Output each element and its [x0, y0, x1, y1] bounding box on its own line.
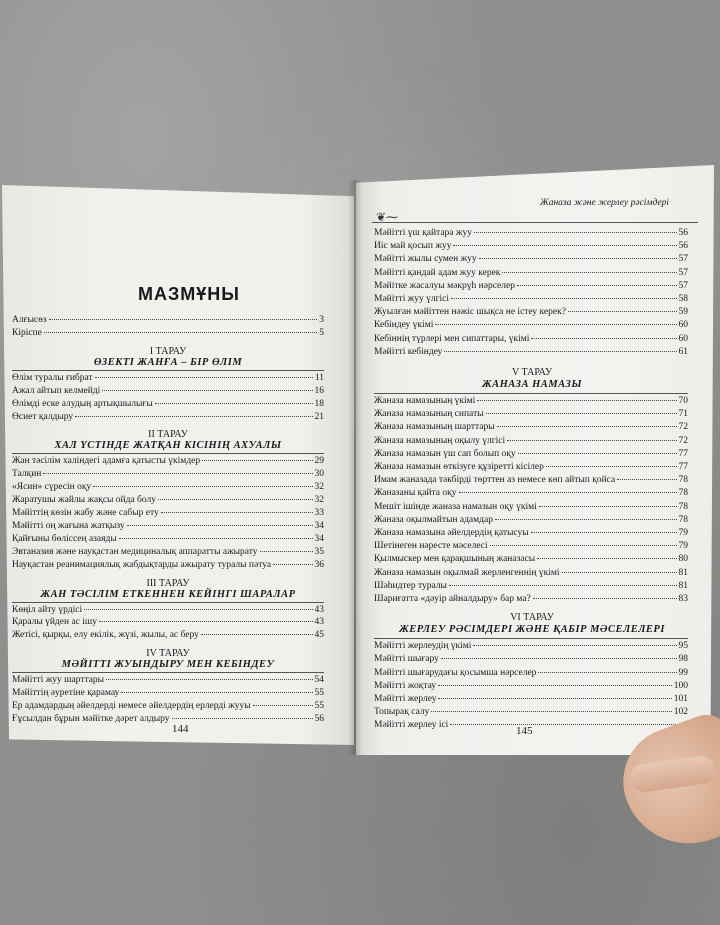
toc-entry-title: Мәйітті үш қайтара жуу [374, 228, 472, 238]
toc-entry [374, 293, 688, 305]
toc-entry-page: 71 [678, 409, 688, 420]
toc-entry [12, 687, 324, 699]
dot-leader [444, 351, 676, 352]
book-gutter [348, 180, 362, 755]
dot-leader [441, 658, 677, 659]
toc-entry [374, 346, 688, 358]
toc-entry-page: 79 [678, 528, 688, 538]
toc-entry-page: 32 [314, 495, 324, 506]
dot-leader [459, 492, 677, 493]
dot-leader [253, 705, 313, 706]
dot-leader [617, 479, 676, 480]
toc-entry-page: 78 [678, 514, 688, 525]
toc-entry-title: Жаназа намазын өткізуге құзіретті кісілер [374, 462, 544, 472]
toc-entry-title: Мәйіттің әуретіне қарамау [12, 688, 120, 699]
toc-entry [374, 319, 688, 331]
toc-entry [374, 333, 688, 345]
dot-leader [99, 621, 313, 622]
toc-entry [374, 593, 688, 605]
dot-leader [438, 685, 672, 686]
toc-entry [374, 253, 688, 265]
toc-entry-title: Жаназа намазын үш сап болып оқу [374, 448, 516, 459]
chapter-title: МӘЙІТТІ ЖУЫНДЫРУ МЕН КЕБІНДЕУ [61, 659, 275, 671]
toc-entry-title: Ғұсылдан бұрын мәйітке дәрет алдыру [12, 713, 170, 724]
toc-entry-page: 60 [678, 320, 688, 331]
toc-entry-title: Эвтаназия және науқастан медициналық аппаратты ажырату [12, 546, 258, 557]
toc-entry-title: Өсиет қалдыру [12, 411, 74, 422]
dot-leader [84, 609, 312, 610]
toc-entry [374, 640, 688, 652]
toc-entry-title: Талқин [12, 469, 42, 480]
toc-entry-title: Жаназа намазына әйелдердің қатысуы [374, 528, 529, 538]
toc-entry-title: Мәйітті қандай адам жуу керек [374, 267, 501, 278]
toc-entry-title: Жаназа намазының сипаты [374, 409, 484, 420]
chapter-label: IV ТАРАУ [146, 648, 190, 660]
toc-entry-title: Мәйітті жерлеу [374, 694, 437, 704]
chapter-label: III ТАРАУ [146, 577, 190, 589]
toc-entry-page: 30 [314, 469, 324, 480]
dot-leader [473, 645, 676, 646]
dot-leader [531, 532, 677, 533]
toc-entry-page: 100 [673, 680, 688, 691]
toc-entry [374, 667, 688, 679]
toc-entry-page: 95 [678, 641, 688, 652]
toc-entry-title: Кебіндеу үкімі [374, 320, 434, 331]
toc-entry-page: 79 [678, 541, 688, 552]
dot-leader [539, 506, 677, 507]
toc-entry-title: Жаназа намазының үкімі [374, 396, 476, 406]
dot-leader [533, 598, 677, 599]
toc-entry-title: Мәйітті шығару [374, 654, 439, 665]
toc-entry-page: 83 [678, 594, 688, 604]
chapter-label: V ТАРАУ [511, 367, 553, 378]
toc-entry-page: 34 [314, 533, 324, 544]
dot-leader [155, 403, 313, 404]
dot-leader [497, 426, 677, 427]
toc-entry [12, 520, 324, 532]
toc-entry-title: Мәйітті оң жағына жатқызу [12, 520, 125, 531]
dot-leader [172, 718, 313, 719]
toc-entry-page: 99 [678, 667, 688, 678]
toc-entry-title: Қайғыны бөліссең азаяды [12, 533, 117, 544]
dot-leader [531, 338, 676, 339]
toc-entry-title: «Ясин» сүресін оқу [12, 482, 92, 493]
toc-entry [12, 629, 324, 641]
section-rule [12, 672, 324, 673]
toc-entry-title: Ажал айтып келмейді [12, 385, 101, 396]
toc-entry-title: Кебіннің түрлері мен сипаттары, үкімі [374, 333, 530, 344]
toc-entry [374, 501, 688, 513]
toc-entry-page: 78 [678, 501, 688, 512]
dot-leader [502, 272, 676, 273]
toc-entry-page: 57 [678, 267, 688, 278]
dot-leader [95, 377, 313, 378]
toc-entry-title: Қылмыскер мен қарақшының жаназасы [374, 554, 536, 565]
toc-entry [12, 314, 324, 326]
dot-leader [260, 551, 313, 552]
toc-entry-title: Мәйітті шығарудағы қосымша нәрселер [374, 667, 537, 678]
toc-entry [374, 580, 688, 592]
toc-entry [374, 693, 688, 705]
section-rule [374, 393, 688, 394]
toc-entry-page: 34 [314, 520, 324, 531]
toc-entry-page: 43 [314, 604, 324, 615]
dot-leader [106, 679, 312, 680]
toc-entry [374, 448, 688, 460]
toc-entry-title: Топырақ салу [374, 707, 430, 718]
toc-entry-title: Жаназа оқылмайтын адамдар [374, 514, 493, 525]
toc-entry [374, 527, 688, 539]
dot-leader [486, 413, 677, 414]
toc-entry-page: 56 [678, 241, 688, 252]
toc-entry-page: 98 [678, 654, 688, 665]
toc-entry-title: Шетінеген нәресте мәселесі [374, 541, 488, 552]
toc-entry [374, 567, 688, 579]
dot-leader [479, 258, 677, 259]
toc-entry [12, 411, 324, 423]
toc-entry-title: Жетісі, қырқы, елу екілік, жүзі, жылы, ас беру [12, 630, 199, 641]
toc-entry [12, 468, 324, 480]
toc-entry-page: 72 [678, 435, 688, 446]
section-rule [12, 370, 324, 371]
toc-entry-title: Жан тәсілім халіндегі адамға қатысты үкімдер [12, 456, 201, 467]
toc-entry-title: Кіріспе [12, 327, 42, 338]
dot-leader [431, 711, 671, 712]
toc-entry-page: 29 [314, 456, 324, 467]
toc-entry-title: Жаназа намазының шарттары [374, 422, 495, 433]
toc-entry-title: Жаназа намазын оқылмай жерленгеннің үкімі [374, 567, 560, 578]
toc-entry-title: Шәһидтер туралы [374, 580, 447, 591]
chapter-title: ЖАН ТӘСІЛІМ ЕТКЕННЕН КЕЙІНГІ ШАРАЛАР [40, 588, 296, 600]
chapter-title: ЖЕРЛЕУ РӘСІМДЕРІ ЖӘНЕ ҚАБІР МӘСЕЛЕЛЕРІ [399, 624, 665, 636]
toc-entry-page: 57 [678, 280, 688, 291]
toc-entry-title: Мәйітті жерлеу ісі [374, 720, 449, 731]
dot-leader [518, 453, 677, 454]
chapter-title: ЖАНАЗА НАМАЗЫ [481, 379, 583, 390]
toc-entry [12, 559, 324, 571]
toc-entry-page: 55 [314, 701, 324, 711]
dot-leader [438, 698, 671, 699]
toc-entry-page: 36 [314, 559, 324, 570]
dot-leader [449, 585, 677, 586]
toc-entry [12, 385, 324, 397]
toc-entry [374, 553, 688, 565]
dot-leader [435, 324, 676, 325]
toc-entry-page: 16 [314, 385, 324, 396]
dot-leader [490, 545, 677, 546]
toc-entry-title: Мәйіттің көзін жабу және сабыр ету [12, 508, 159, 518]
dot-leader [474, 232, 677, 233]
dot-leader [477, 400, 676, 401]
toc-entry [374, 514, 688, 526]
toc-entry-page: 102 [673, 707, 688, 718]
toc-entry-title: Мәйітті жылы сумен жуу [374, 254, 477, 265]
toc-entry-page: 81 [678, 580, 688, 591]
dot-leader [43, 473, 312, 474]
chapter-title: ӨЗЕКТІ ЖАНҒА – БІР ӨЛІМ [93, 356, 243, 368]
toc-entry-page: 70 [678, 396, 688, 406]
dot-leader [201, 634, 313, 635]
dot-leader [49, 319, 318, 320]
toc-entry-title: Мешіт ішінде жаназа намазын оқу үкімі [374, 501, 537, 512]
dot-leader [507, 440, 676, 441]
toc-entry-title: Иіс май қосып жуу [374, 241, 452, 252]
dot-leader [562, 572, 677, 573]
dot-leader [161, 512, 313, 513]
toc-entry-title: Мәйітті жерлеудің үкімі [374, 641, 472, 652]
toc-entry [374, 240, 688, 252]
toc-entry [12, 507, 324, 519]
dot-leader [451, 298, 676, 299]
toc-entry-title: Мәйітті жуу шарттары [12, 675, 105, 686]
toc-entry-title: Ер адамдардың әйелдерді немесе әйелдердің ерлерді жууы [12, 701, 251, 711]
section-rule [12, 602, 324, 603]
dot-leader [121, 692, 312, 693]
toc-entry-page: 3 [319, 315, 324, 325]
toc-entry [374, 435, 688, 447]
dot-leader [273, 564, 312, 565]
toc-entry [374, 421, 688, 433]
toc-entry [374, 395, 688, 407]
toc-heading: МАЗМҰНЫ [138, 284, 240, 304]
toc-entry-title: Мәйітті жуу үлгісі [374, 294, 450, 304]
toc-entry-page: 101 [673, 694, 688, 704]
section-rule [374, 638, 688, 639]
chapter-label: I ТАРАУ [149, 345, 187, 357]
toc-entry-page: 78 [678, 475, 688, 486]
dot-leader [44, 332, 317, 333]
toc-entry-page: 77 [678, 448, 688, 459]
left-page-number: 144 [172, 723, 189, 735]
toc-entry-page: 21 [314, 411, 324, 422]
toc-entry-title: Жуылған мәйіттен нәжіс шықса не істеу керек? [374, 307, 566, 318]
toc-entry-page: 60 [678, 333, 688, 344]
dot-leader [102, 390, 312, 391]
toc-entry [12, 398, 324, 410]
toc-entry-page: 57 [678, 254, 688, 265]
toc-entry-page: 11 [314, 372, 324, 383]
toc-entry-page: 35 [314, 546, 324, 557]
toc-entry-page: 33 [314, 508, 324, 518]
toc-entry-page: 59 [678, 307, 688, 318]
toc-entry [374, 680, 688, 692]
dot-leader [450, 724, 686, 725]
toc-entry [12, 604, 324, 616]
toc-entry-page: 80 [678, 554, 688, 565]
dot-leader [202, 460, 312, 461]
dot-leader [537, 558, 676, 559]
header-rule [372, 222, 698, 223]
dot-leader [495, 519, 677, 520]
toc-entry [374, 267, 688, 279]
toc-entry-page: 58 [678, 294, 688, 304]
toc-entry-page: 54 [314, 675, 324, 686]
dot-leader [568, 311, 677, 312]
toc-entry-title: Жаназа намазының оқылу үлгісі [374, 435, 506, 446]
toc-entry [12, 713, 324, 725]
toc-entry-title: Мәйітті жоқтау [374, 680, 437, 691]
chapter-label: VI ТАРАУ [510, 612, 554, 624]
toc-entry-title: Мәйітке жасалуы мәкрүһ нәрселер [374, 280, 515, 291]
toc-entry-title: Қаралы үйден ас ішу [12, 617, 97, 628]
chapter-title: ХАЛ ҮСТІНДЕ ЖАТҚАН КІСІНІҢ АХУАЛЫ [54, 440, 282, 452]
toc-entry-page: 5 [319, 327, 324, 338]
dot-leader [517, 285, 677, 286]
toc-entry-title: Шариғатта «дәуір айналдыру» бар ма? [374, 594, 531, 604]
dot-leader [93, 486, 312, 487]
toc-entry [12, 327, 324, 339]
toc-entry-title: Жаназаны қайта оқу [374, 488, 457, 499]
toc-entry-title: Алғысөз [12, 315, 47, 325]
toc-entry [12, 546, 324, 558]
toc-entry-page: 81 [678, 567, 688, 578]
toc-entry-title: Науқастан реанимациялық жабдықтарды ажырату туралы пәтуа [12, 559, 272, 570]
section-rule [12, 453, 324, 454]
toc-entry-title: Өлімді еске алудың артықшылығы [12, 398, 153, 409]
toc-entry-title: Имам жаназада тәкбірді төрттен аз немесе көп айтып қойса [374, 475, 616, 486]
toc-entry [374, 280, 688, 292]
toc-entry [374, 408, 688, 420]
toc-entry [374, 306, 688, 318]
toc-entry [374, 487, 688, 499]
toc-entry-page: 45 [314, 630, 324, 641]
toc-entry-page: 77 [678, 462, 688, 472]
toc-entry-page: 18 [314, 398, 324, 409]
toc-entry-title: Мәйітті кебіндеу [374, 346, 443, 357]
dot-leader [75, 416, 312, 417]
toc-entry-page: 43 [314, 617, 324, 628]
toc-entry [12, 674, 324, 686]
dot-leader [158, 499, 312, 500]
toc-entry [374, 706, 688, 718]
toc-entry [12, 372, 324, 384]
toc-entry [374, 653, 688, 665]
dot-leader [453, 245, 676, 246]
toc-entry [12, 455, 324, 467]
toc-entry [12, 481, 324, 493]
running-header: Жаназа және жерлеу рәсімдері [540, 198, 670, 208]
toc-entry [374, 227, 688, 239]
dot-leader [546, 466, 677, 467]
toc-entry-title: Өлім туралы ғибрат [12, 372, 93, 383]
toc-entry [374, 474, 688, 486]
toc-entry-page: 72 [678, 422, 688, 433]
toc-entry-page: 32 [314, 482, 324, 493]
right-page-number: 145 [516, 725, 533, 737]
toc-entry [12, 533, 324, 545]
toc-entry [12, 616, 324, 628]
dot-leader [119, 538, 313, 539]
ornament-icon: ❦⁓ [376, 210, 399, 224]
toc-entry [374, 540, 688, 552]
toc-entry [374, 461, 688, 473]
toc-entry-title: Жаратушы жайлы жақсы ойда болу [12, 495, 157, 506]
toc-entry [12, 700, 324, 712]
toc-entry-page: 55 [314, 688, 324, 699]
chapter-label: II ТАРАУ [148, 429, 188, 441]
toc-entry-page: 61 [678, 346, 688, 357]
toc-entry-page: 56 [314, 713, 324, 724]
toc-entry-title: Көңіл айту үрдісі [12, 604, 83, 615]
toc-entry [12, 494, 324, 506]
toc-entry-page: 56 [678, 228, 688, 238]
toc-entry-page: 78 [678, 488, 688, 499]
dot-leader [127, 525, 313, 526]
dot-leader [538, 672, 676, 673]
